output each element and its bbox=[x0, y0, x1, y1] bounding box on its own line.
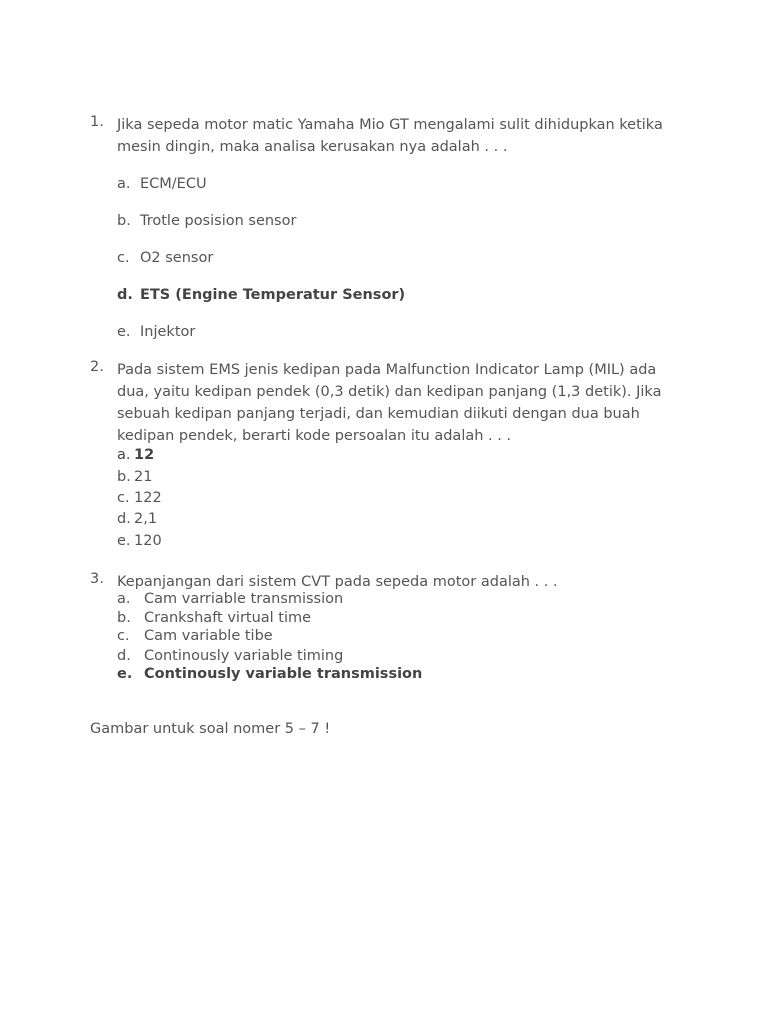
question-2 bbox=[90, 359, 680, 549]
option-letter: b. bbox=[117, 213, 131, 229]
option-text: Cam variable tibe bbox=[144, 628, 273, 644]
option-text: Trotle posision sensor bbox=[140, 213, 297, 229]
option-b bbox=[117, 213, 296, 229]
option-text: ETS (Engine Temperatur Sensor) bbox=[140, 287, 406, 303]
option-e bbox=[117, 324, 195, 340]
option-d-answer bbox=[117, 287, 405, 303]
option-b bbox=[117, 469, 152, 485]
option-letter: e. bbox=[117, 666, 133, 682]
option-a bbox=[117, 176, 207, 192]
option-text: Crankshaft virtual time bbox=[144, 610, 312, 626]
option-text: Injektor bbox=[140, 324, 196, 340]
option-b bbox=[117, 610, 311, 626]
figure-caption: Gambar untuk soal nomer 5 – 7 ! bbox=[90, 721, 331, 737]
option-e-answer bbox=[117, 666, 422, 682]
option-letter: e. bbox=[117, 324, 131, 340]
option-d bbox=[117, 648, 343, 664]
option-letter: c. bbox=[117, 250, 130, 266]
question-text: Kepanjangan dari sistem CVT pada sepeda motor adalah . . . bbox=[117, 574, 558, 590]
option-a-answer bbox=[117, 447, 154, 463]
option-letter: e. bbox=[117, 533, 131, 549]
question-text: Jika sepeda motor matic Yamaha Mio GT mengalami sulit dihidupkan ketika mesin dingin, maka analisa kerusakan nya adalah . . . bbox=[117, 117, 663, 155]
option-c bbox=[117, 250, 213, 266]
option-text: 12 bbox=[134, 447, 155, 463]
option-c bbox=[117, 490, 162, 506]
option-letter: d. bbox=[117, 287, 133, 303]
question-number: 1. bbox=[90, 114, 104, 130]
option-letter: a. bbox=[117, 176, 131, 192]
option-text: ECM/ECU bbox=[140, 176, 207, 192]
question-number: 3. bbox=[90, 571, 104, 587]
option-letter: b. bbox=[117, 469, 131, 485]
option-letter: d. bbox=[117, 648, 131, 664]
question-1 bbox=[90, 114, 680, 340]
option-letter: c. bbox=[117, 490, 130, 506]
option-letter: c. bbox=[117, 628, 130, 644]
option-text: O2 sensor bbox=[140, 250, 214, 266]
option-a bbox=[117, 591, 343, 607]
option-text: 21 bbox=[134, 469, 153, 485]
option-text: Cam varriable transmission bbox=[144, 591, 344, 607]
option-letter: d. bbox=[117, 511, 131, 527]
option-text: Continously variable transmission bbox=[144, 666, 423, 682]
option-text: 122 bbox=[134, 490, 162, 506]
option-e bbox=[117, 533, 162, 549]
question-text: Pada sistem EMS jenis kedipan pada Malfunction Indicator Lamp (MIL) ada dua, yaitu kedipan pendek (0,3 detik) dan kedipan panjang (1,3 detik). Jika sebuah kedipan panjang terjadi, dan kemudian diikuti dengan dua buah kedipan pendek, berarti kode persoalan itu adalah . . . bbox=[117, 362, 662, 444]
question-3 bbox=[90, 571, 680, 682]
option-text: 2,1 bbox=[134, 511, 158, 527]
option-letter: b. bbox=[117, 610, 131, 626]
option-text: 120 bbox=[134, 533, 162, 549]
option-letter: a. bbox=[117, 591, 131, 607]
option-c bbox=[117, 628, 273, 644]
option-letter: a. bbox=[117, 447, 131, 463]
option-d bbox=[117, 511, 157, 527]
question-number: 2. bbox=[90, 359, 104, 375]
option-text: Continously variable timing bbox=[144, 648, 344, 664]
